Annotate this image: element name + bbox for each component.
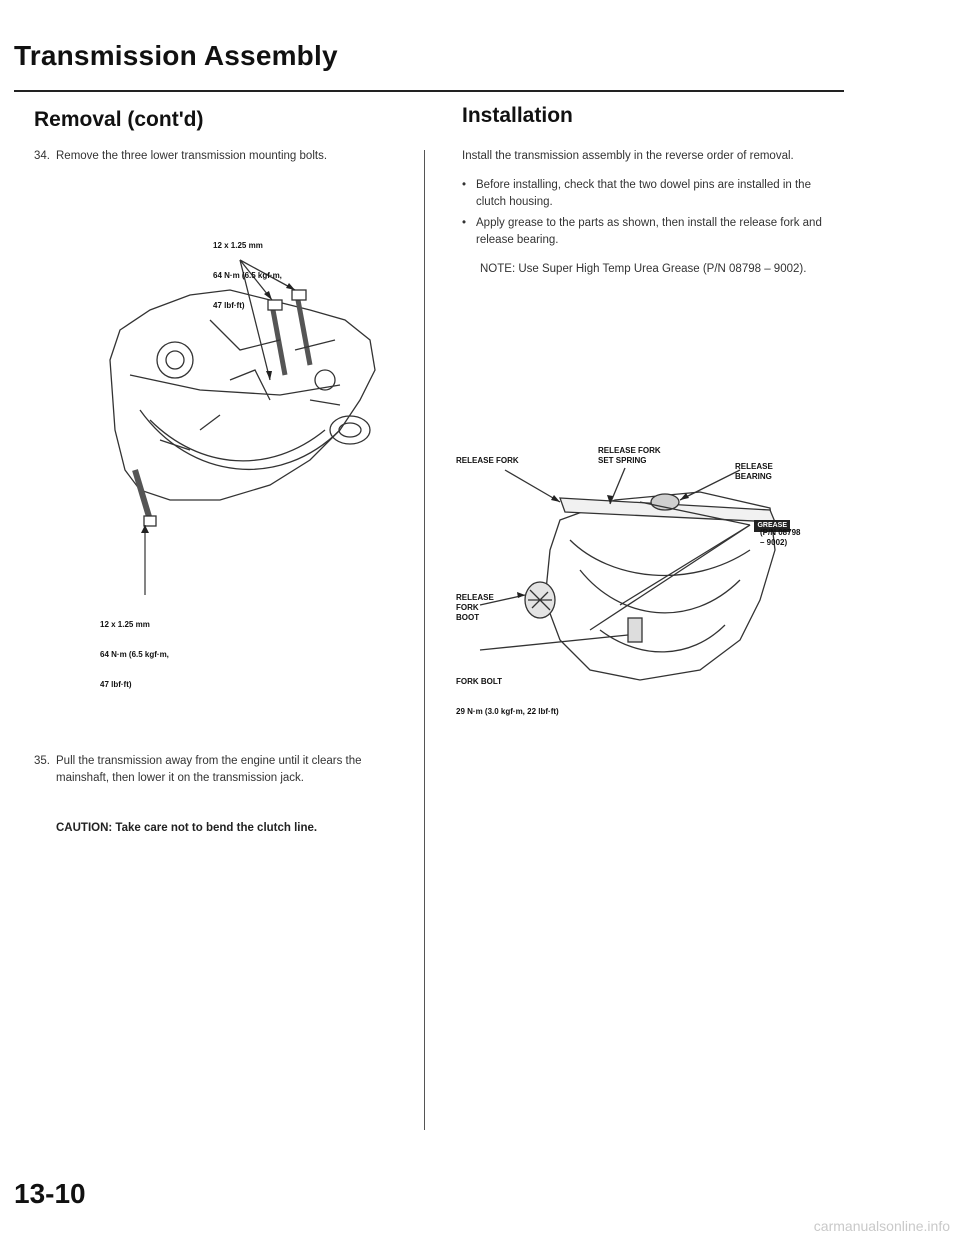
release-bearing-label: RELEASE BEARING [735,462,773,481]
bullet-text: Apply grease to the parts as shown, then install the release fork and release bearing. [476,217,822,246]
bullet-dot: • [462,179,467,191]
step-34 [34,148,379,165]
grease-note: NOTE: Use Super High Temp Urea Grease (P/N 08798 – 9002). [480,263,807,275]
step-35 [34,753,379,787]
page-title: Transmission Assembly [14,40,338,71]
bullet-item [462,215,834,249]
step-35-text: Pull the transmission away from the engine until it clears the mainshaft, then lower it on the transmission jack. [56,755,362,784]
watermark: carmanualsonline.info [813,1218,950,1234]
column-divider [424,150,425,1130]
upper-bolt-size: 12 x 1.25 mm [213,241,263,250]
fork-bolt-label [456,657,559,727]
fork-bolt-name: FORK BOLT [456,677,503,686]
release-fork-boot-label: RELEASE FORK BOOT [456,593,494,622]
bullet-dot: • [462,217,467,229]
release-fork-set-spring-label: RELEASE FORK SET SPRING [598,446,661,465]
page-number: 13-10 [14,1178,86,1209]
step-34-number: 34. [34,150,50,162]
upper-bolt-label [213,221,282,321]
lower-bolt-size: 12 x 1.25 mm [100,620,150,629]
lower-bolt-leader [140,525,150,595]
bullet-text: Before installing, check that the two dowel pins are installed in the clutch housing. [476,179,811,208]
caution-note: CAUTION: Take care not to bend the clutch line. [56,822,318,834]
installation-intro: Install the transmission assembly in the reverse order of removal. [462,150,794,162]
installation-body [462,148,834,278]
grease-tag-box: GREASE [754,520,790,532]
lower-bolt-torque: 64 N·m (6.5 kgf·m, [100,650,169,659]
installation-bullets [462,177,834,249]
fork-bolt-torque: 29 N·m (3.0 kgf·m, 22 lbf·ft) [456,707,559,716]
grease-part-number: (P/N 08798 – 9002) [760,528,801,547]
release-fork-label: RELEASE FORK [456,456,519,465]
bullet-item [462,177,834,211]
step-34-text: Remove the three lower transmission mounting bolts. [56,150,328,162]
installation-heading: Installation [462,104,573,127]
title-rule [14,90,844,92]
upper-bolt-torque-2: 47 lbf·ft) [213,301,245,310]
step-35-number: 35. [34,755,50,767]
upper-bolt-torque: 64 N·m (6.5 kgf·m, [213,271,282,280]
lower-bolt-torque-2: 47 lbf·ft) [100,680,132,689]
removal-heading: Removal (cont'd) [34,108,204,131]
lower-bolt-label [100,600,169,700]
